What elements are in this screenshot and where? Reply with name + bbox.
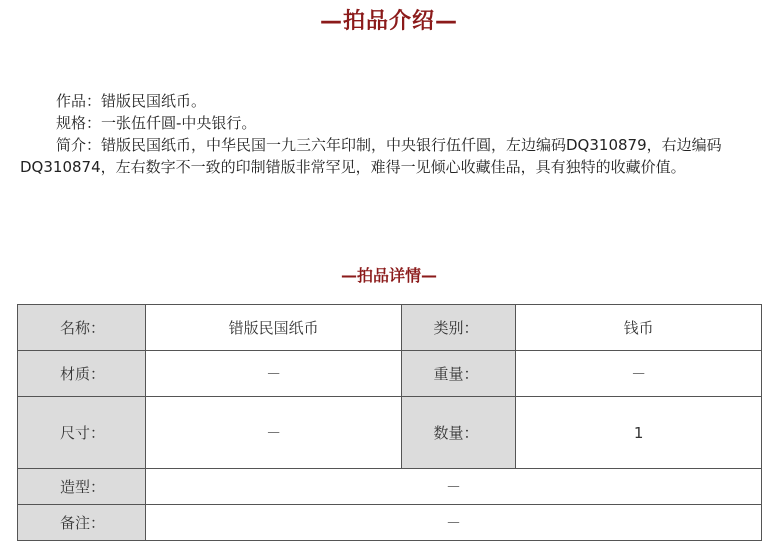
name-label: 名称： bbox=[18, 305, 146, 351]
weight-label: 重量： bbox=[402, 351, 516, 397]
note-value: － bbox=[145, 505, 761, 541]
table-row bbox=[18, 469, 762, 505]
shape-label: 造型： bbox=[18, 469, 146, 505]
weight-value: － bbox=[516, 351, 762, 397]
size-value: － bbox=[145, 397, 402, 469]
category-label: 类别： bbox=[402, 305, 516, 351]
material-value: － bbox=[145, 351, 402, 397]
details-section-title: —拍品详情— bbox=[340, 266, 437, 285]
category-value: 钱币 bbox=[516, 305, 762, 351]
intro-spec-line: 规格：一张伍仟圓-中央银行。 bbox=[56, 114, 257, 132]
intro-text-block bbox=[20, 90, 760, 178]
table-row bbox=[18, 351, 762, 397]
intro-summary-paragraph: 简介：错版民国纸币，中华民国一九三六年印制，中央银行伍仟圓，左边编码DQ310879，右边编码DQ310874，左右数字不一致的印制错版非常罕见，难得一见倾心收藏佳品，具有独特的收藏价值。 bbox=[20, 136, 722, 176]
name-value: 错版民国纸币 bbox=[145, 305, 402, 351]
material-label: 材质： bbox=[18, 351, 146, 397]
table-row bbox=[18, 397, 762, 469]
table-row bbox=[18, 305, 762, 351]
details-table bbox=[17, 304, 762, 541]
table-row bbox=[18, 505, 762, 541]
quantity-label: 数量： bbox=[402, 397, 516, 469]
quantity-value: 1 bbox=[516, 397, 762, 469]
note-label: 备注： bbox=[18, 505, 146, 541]
intro-work-line: 作品：错版民国纸币。 bbox=[56, 92, 207, 110]
shape-value: － bbox=[145, 469, 761, 505]
size-label: 尺寸： bbox=[18, 397, 146, 469]
intro-section-title: —拍品介绍— bbox=[319, 9, 458, 34]
